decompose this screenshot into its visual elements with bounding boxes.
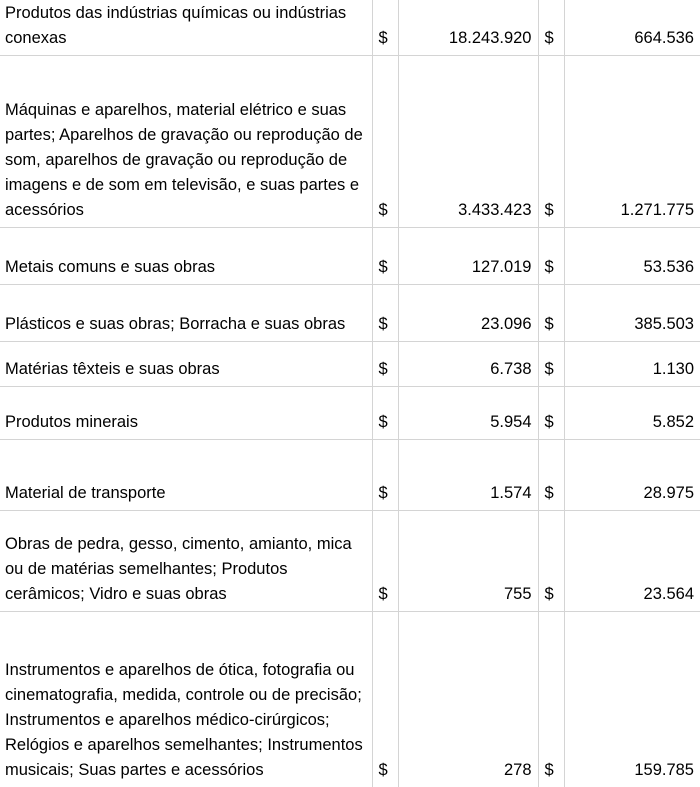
table-row [0, 440, 700, 511]
value-cell-2[interactable]: 28.975 [564, 440, 700, 511]
value-cell-2[interactable]: 664.536 [564, 0, 700, 56]
currency-symbol[interactable]: $ [538, 228, 564, 285]
table-row [0, 342, 700, 387]
row-description[interactable]: Matérias têxteis e suas obras [0, 342, 372, 387]
value-cell-2[interactable]: 5.852 [564, 387, 700, 440]
currency-symbol[interactable]: $ [538, 612, 564, 787]
value-cell-2[interactable]: 53.536 [564, 228, 700, 285]
currency-symbol[interactable]: $ [372, 0, 398, 56]
table-row [0, 56, 700, 228]
currency-symbol[interactable]: $ [372, 511, 398, 612]
currency-symbol[interactable]: $ [372, 440, 398, 511]
currency-symbol[interactable]: $ [372, 285, 398, 342]
table-row [0, 387, 700, 440]
table-row [0, 612, 700, 787]
value-cell-1[interactable]: 5.954 [398, 387, 538, 440]
value-cell-1[interactable]: 1.574 [398, 440, 538, 511]
row-description[interactable]: Produtos minerais [0, 387, 372, 440]
row-description[interactable]: Máquinas e aparelhos, material elétrico e suas partes; Aparelhos de gravação ou reprodução de som, aparelhos de gravação ou reprodução de imagens e de som em televisão, e suas partes e acessórios [0, 56, 372, 228]
currency-symbol[interactable]: $ [372, 342, 398, 387]
value-cell-1[interactable]: 23.096 [398, 285, 538, 342]
row-description[interactable]: Instrumentos e aparelhos de ótica, fotografia ou cinematografia, medida, controle ou de precisão; Instrumentos e aparelhos médico-cirúrgicos; Relógios e aparelhos semelhantes; Instrumentos musicais; Suas partes e acessórios [0, 612, 372, 787]
currency-symbol[interactable]: $ [372, 228, 398, 285]
table-row [0, 511, 700, 612]
value-cell-1[interactable]: 18.243.920 [398, 0, 538, 56]
row-description[interactable]: Material de transporte [0, 440, 372, 511]
currency-symbol[interactable]: $ [538, 342, 564, 387]
currency-symbol[interactable]: $ [372, 56, 398, 228]
table-row [0, 228, 700, 285]
value-cell-1[interactable]: 3.433.423 [398, 56, 538, 228]
value-cell-1[interactable]: 6.738 [398, 342, 538, 387]
table-row [0, 0, 700, 56]
value-cell-1[interactable]: 278 [398, 612, 538, 787]
value-cell-1[interactable]: 755 [398, 511, 538, 612]
currency-symbol[interactable]: $ [372, 612, 398, 787]
row-description[interactable]: Produtos das indústrias químicas ou indústrias conexas [0, 0, 372, 56]
currency-symbol[interactable]: $ [538, 285, 564, 342]
currency-symbol[interactable]: $ [538, 440, 564, 511]
row-description[interactable]: Metais comuns e suas obras [0, 228, 372, 285]
value-cell-2[interactable]: 1.271.775 [564, 56, 700, 228]
table-row [0, 285, 700, 342]
currency-symbol[interactable]: $ [538, 56, 564, 228]
value-cell-2[interactable]: 159.785 [564, 612, 700, 787]
currency-symbol[interactable]: $ [538, 387, 564, 440]
row-description[interactable]: Obras de pedra, gesso, cimento, amianto, mica ou de matérias semelhantes; Produtos cerâmicos; Vidro e suas obras [0, 511, 372, 612]
value-cell-2[interactable]: 1.130 [564, 342, 700, 387]
currency-symbol[interactable]: $ [538, 511, 564, 612]
value-cell-2[interactable]: 385.503 [564, 285, 700, 342]
currency-symbol[interactable]: $ [538, 0, 564, 56]
row-description[interactable]: Plásticos e suas obras; Borracha e suas obras [0, 285, 372, 342]
value-cell-1[interactable]: 127.019 [398, 228, 538, 285]
value-cell-2[interactable]: 23.564 [564, 511, 700, 612]
currency-symbol[interactable]: $ [372, 387, 398, 440]
